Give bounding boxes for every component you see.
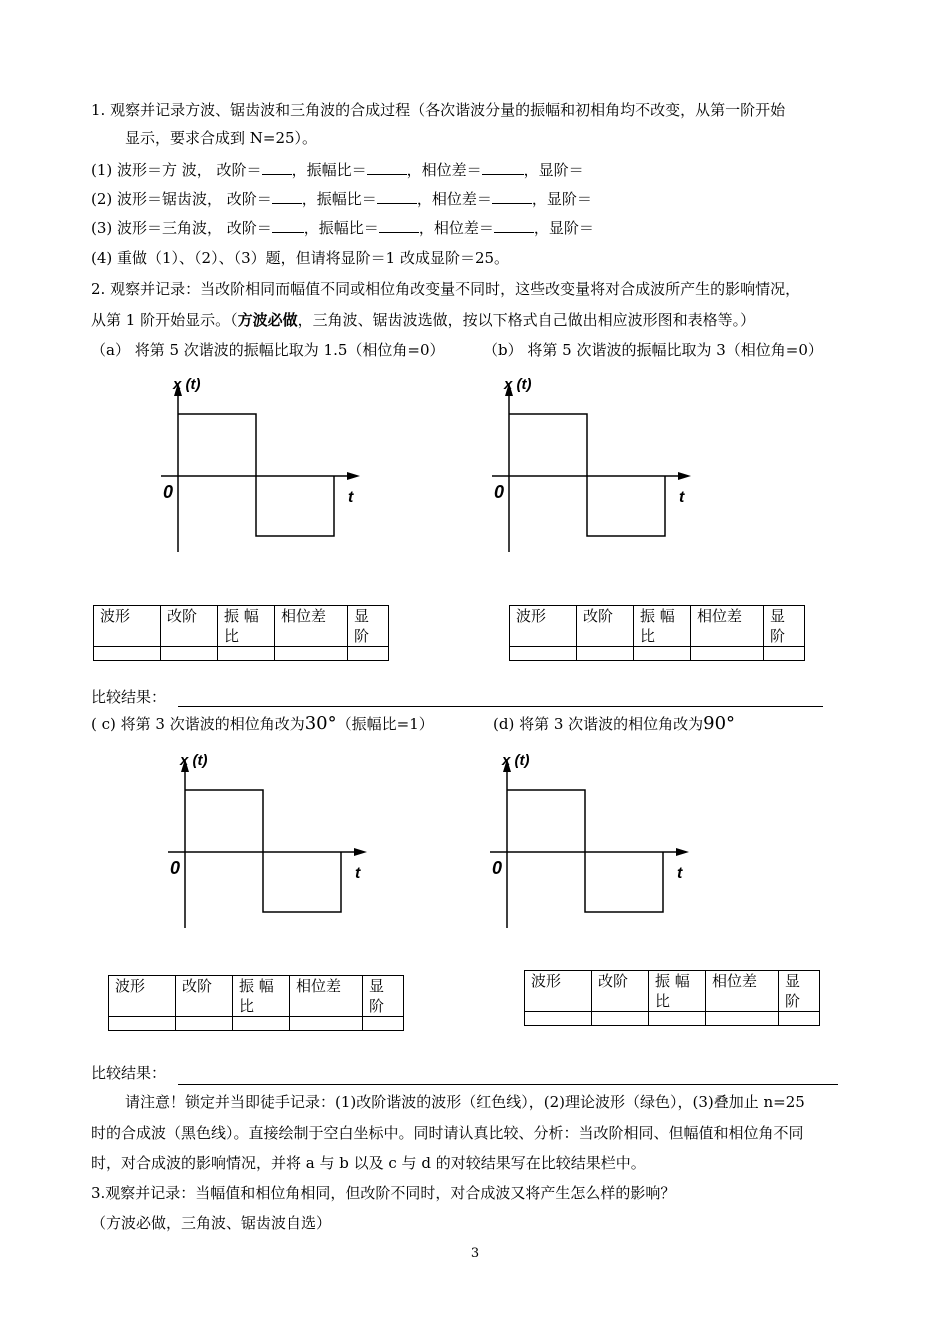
q2-line1: 2. 观察并记录：当改阶相同而幅值不同或相位角改变量不同时，这些改变量将对合成波所产生的影响情况，	[91, 280, 801, 298]
plot-a	[155, 368, 370, 558]
q2-line2: 从第 1 阶开始显示。（方波必做，三角波、锯齿波选做，按以下格式自己做出相应波形图和表格等。）	[91, 311, 756, 329]
y-axis-label: x (t)	[502, 752, 530, 769]
label-c: ( c) 将第 3 次谐波的相位角改为30°（振幅比=1）	[91, 713, 434, 734]
record-table-d: 波形 改阶 振 幅 比 相位差 显 阶	[524, 970, 820, 1026]
compare-line-1[interactable]	[178, 706, 823, 707]
note-line3: 时，对合成波的影响情况，并将 a 与 b 以及 c 与 d 的对较结果写在比较结果栏中。	[91, 1154, 646, 1172]
origin-label: 0	[492, 858, 503, 878]
q1-item2: (2) 波形＝锯齿波， 改阶＝ ，振幅比＝ ，相位差＝ ，显阶＝	[91, 190, 592, 208]
q1-line2: 显示，要求合成到 N=25）。	[125, 129, 318, 147]
compare-label-1: 比较结果：	[91, 688, 167, 706]
q3-line1: 3.观察并记录：当幅值和相位角相同，但改阶不同时，对合成波又将产生怎么样的影响？	[91, 1184, 676, 1202]
compare-label-2: 比较结果：	[91, 1064, 167, 1082]
plot-c	[162, 744, 377, 934]
record-table-b: 波形 改阶 振 幅 比 相位差 显 阶	[509, 605, 805, 661]
label-d: (d) 将第 3 次谐波的相位角改为90°	[493, 713, 736, 734]
q1-line1: 1. 观察并记录方波、锯齿波和三角波的合成过程（各次谐波分量的振幅和初相角均不改变，从第一阶开始	[91, 101, 786, 119]
plot-b	[486, 368, 701, 558]
compare-line-2[interactable]	[178, 1084, 838, 1085]
label-b: （b） 将第 5 次谐波的振幅比取为 3（相位角=0）	[483, 341, 823, 359]
q3-line2: （方波必做，三角波、锯齿波自选）	[91, 1214, 332, 1232]
q1-item3: (3) 波形＝三角波， 改阶＝ ，振幅比＝ ，相位差＝ ，显阶＝	[91, 219, 594, 237]
origin-label: 0	[163, 482, 174, 502]
plot-d	[484, 744, 699, 934]
record-table-c: 波形 改阶 振 幅 比 相位差 显 阶	[108, 975, 404, 1031]
x-axis-label: t	[355, 865, 361, 882]
q1-item4: (4) 重做（1）、（2）、（3）题，但请将显阶＝1 改成显阶＝25。	[91, 249, 510, 267]
page-number: 3	[470, 1246, 480, 1261]
label-a: （a） 将第 5 次谐波的振幅比取为 1.5（相位角=0）	[91, 341, 445, 359]
record-table-a: 波形 改阶 振 幅 比 相位差 显 阶	[93, 605, 389, 661]
y-axis-label: x (t)	[173, 376, 201, 393]
q1-item1: (1) 波形＝方 波， 改阶＝ ，振幅比＝ ，相位差＝ ，显阶＝	[91, 161, 584, 179]
x-axis-label: t	[348, 489, 354, 506]
y-axis-label: x (t)	[504, 376, 532, 393]
note-line2: 时的合成波（黑色线）。直接绘制于空白坐标中。同时请认真比较、分析：当改阶相同、但幅值和相位角不同	[91, 1124, 804, 1142]
x-axis-label: t	[679, 489, 685, 506]
origin-label: 0	[494, 482, 505, 502]
note-line1: 请注意！锁定并当即徒手记录：(1)改阶谐波的波形（红色线），(2)理论波形（绿色），(3)叠加止 n=25	[125, 1093, 805, 1111]
y-axis-label: x (t)	[180, 752, 208, 769]
x-axis-label: t	[677, 865, 683, 882]
origin-label: 0	[170, 858, 181, 878]
